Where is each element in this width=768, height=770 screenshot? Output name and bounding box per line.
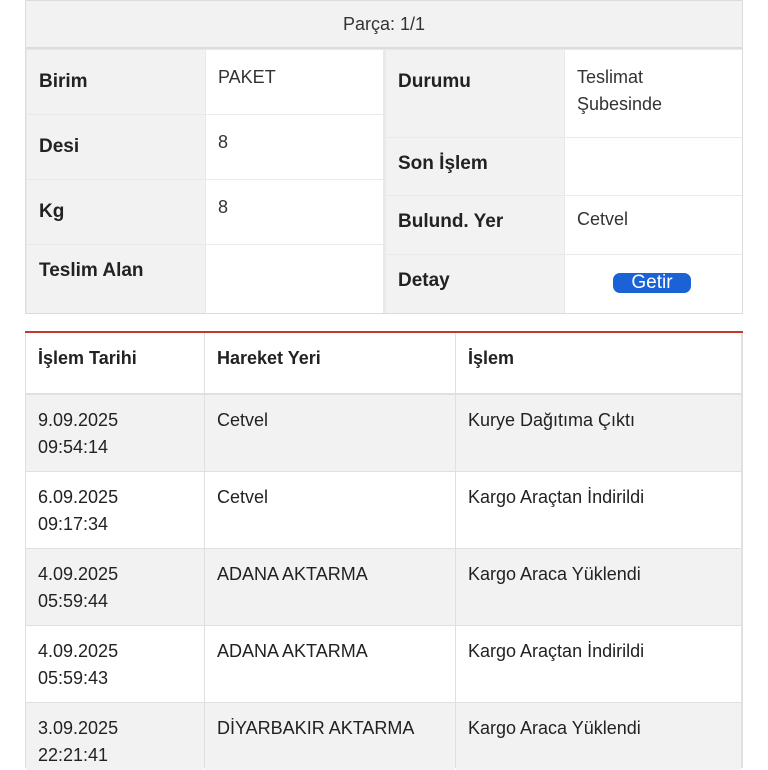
detail-cell: [565, 255, 742, 313]
row-action: Kurye Dağıtıma Çıktı: [456, 395, 741, 471]
label-kg: Kg: [27, 180, 205, 244]
row-action: Kargo Araçtan İndirildi: [456, 472, 741, 548]
part-header: [25, 0, 743, 48]
value-kg: 8: [206, 180, 383, 244]
row-place: Cetvel: [205, 472, 455, 548]
row-action: Kargo Araca Yüklendi: [456, 703, 741, 770]
table-row-date: [26, 472, 204, 548]
column-header-action: İşlem: [456, 333, 741, 393]
row-action: Kargo Araçtan İndirildi: [456, 626, 741, 702]
row-action: Kargo Araca Yüklendi: [456, 549, 741, 625]
table-row-date: [26, 549, 204, 625]
label-bulund-yer: Bulund. Yer: [386, 196, 564, 254]
label-son-islem: Son İşlem: [386, 138, 564, 195]
getir-button[interactable]: Getir: [613, 273, 691, 293]
value-durumu: Teslimat Şubesinde: [565, 50, 742, 137]
row-time: 22:21:41: [38, 745, 109, 765]
row-time: 05:59:43: [38, 668, 109, 688]
label-birim: Birim: [27, 50, 205, 114]
row-date: 9.09.2025: [38, 410, 119, 430]
row-place: DİYARBAKIR AKTARMA: [205, 703, 455, 770]
label-durumu: Durumu: [386, 50, 564, 137]
shipment-history-table: [25, 331, 743, 768]
row-date: 3.09.2025: [38, 718, 119, 738]
row-time: 05:59:44: [38, 591, 109, 611]
value-teslim-alan: [206, 245, 383, 313]
table-row-date: [26, 626, 204, 702]
row-date: 4.09.2025: [38, 564, 119, 584]
table-row-date: [26, 395, 204, 471]
row-date: 4.09.2025: [38, 641, 119, 661]
row-date: 6.09.2025: [38, 487, 119, 507]
value-desi: 8: [206, 115, 383, 179]
value-birim: PAKET: [206, 50, 383, 114]
row-place: ADANA AKTARMA: [205, 626, 455, 702]
shipment-info-table: [25, 48, 743, 314]
row-place: ADANA AKTARMA: [205, 549, 455, 625]
row-place: Cetvel: [205, 395, 455, 471]
label-detay: Detay: [386, 255, 564, 313]
value-bulund-yer: Cetvel: [565, 196, 742, 254]
value-son-islem: [565, 138, 742, 195]
table-row-date: [26, 703, 204, 770]
part-label: Parça: 1/1: [342, 13, 426, 34]
label-desi: Desi: [27, 115, 205, 179]
column-header-place: Hareket Yeri: [205, 333, 455, 393]
row-time: 09:17:34: [38, 514, 109, 534]
label-teslim-alan: Teslim Alan: [27, 245, 205, 313]
column-header-date: İşlem Tarihi: [26, 333, 204, 393]
row-time: 09:54:14: [38, 437, 109, 457]
